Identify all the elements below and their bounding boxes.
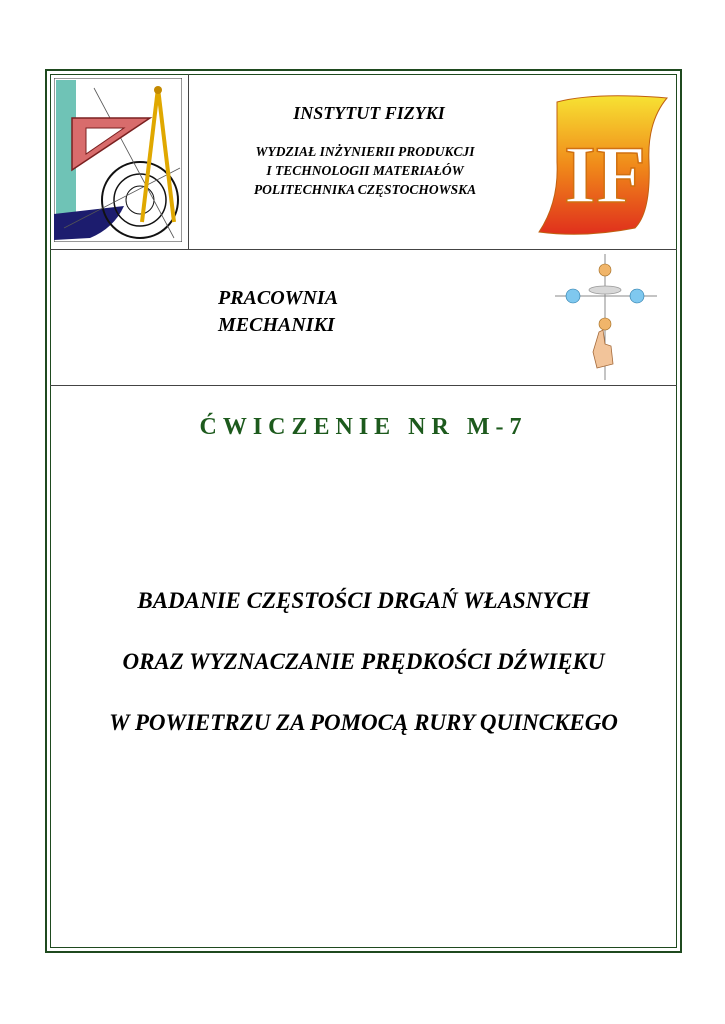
- university-name: POLITECHNIKA CZĘSTOCHOWSKA: [253, 182, 477, 197]
- topic-line-1: BADANIE CZĘSTOŚCI DRGAŃ WŁASNYCH: [137, 588, 590, 613]
- institute-name: INSTYTUT FIZYKI: [293, 103, 445, 123]
- if-logo-text: IF: [564, 129, 646, 220]
- topic-line-3: W POWIETRZU ZA POMOCĄ RURY QUINCKEGO: [109, 710, 618, 735]
- rotating-dumbbell-figure-icon: [553, 252, 663, 388]
- lab-name-line-2: MECHANIKI: [218, 314, 335, 336]
- topic-line-2: ORAZ WYZNACZANIE PRĘDKOŚCI DŹWIĘKU: [122, 649, 605, 674]
- header-divider: [50, 249, 677, 250]
- lab-name-line-1: PRACOWNIA: [218, 287, 339, 309]
- exercise-number: ĆWICZENIE NR M-7: [199, 414, 528, 440]
- faculty-line-2: I TECHNOLOGII MATERIAŁÓW: [266, 163, 464, 178]
- logo-divider: [188, 74, 189, 249]
- if-institute-logo: [535, 92, 675, 238]
- faculty-line-1: WYDZIAŁ INŻYNIERII PRODUKCJI: [255, 144, 475, 159]
- drafting-compass-and-set-square-icon: [54, 78, 182, 242]
